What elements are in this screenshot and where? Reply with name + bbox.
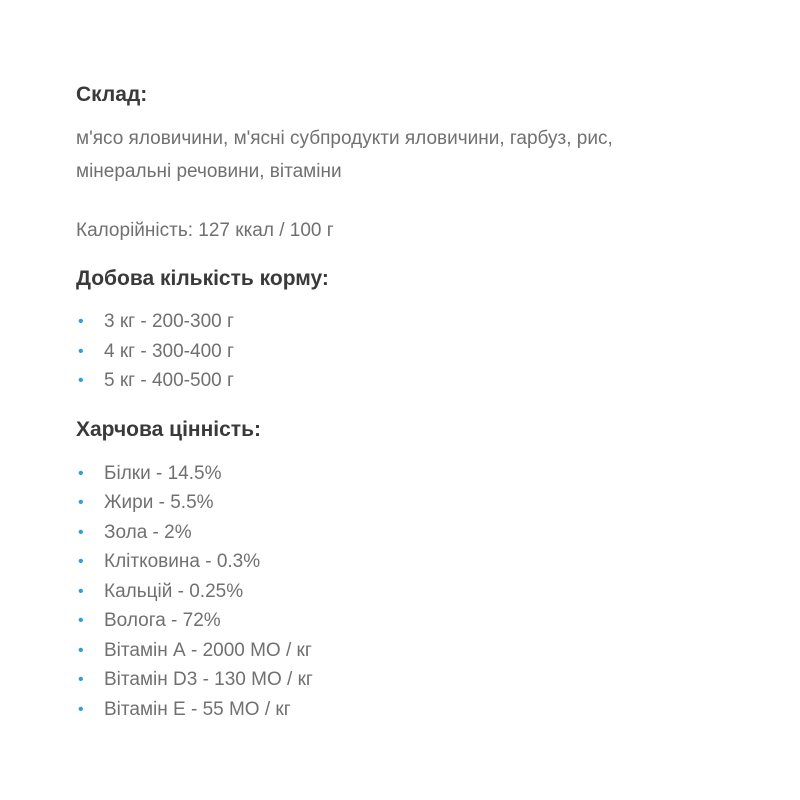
- bullet-icon: •: [78, 313, 84, 330]
- bullet-icon: •: [78, 582, 84, 600]
- bullet-icon: •: [78, 342, 84, 360]
- composition-text: [76, 122, 756, 188]
- composition-heading: Склад:: [76, 83, 148, 106]
- list-item: • Жири - 5.5%: [76, 488, 756, 518]
- nutrition-heading: Харчова цінність:: [76, 417, 261, 441]
- bullet-icon: •: [78, 671, 84, 688]
- list-item: • Вітамін D3 - 130 МО / кг: [76, 665, 756, 695]
- product-description: [76, 80, 756, 724]
- bullet-icon: •: [78, 641, 84, 659]
- list-item: • 5 кг - 400-500 г: [76, 366, 756, 396]
- list-item: • Вітамін А - 2000 МО / кг: [76, 636, 756, 666]
- list-item: • Кальцій - 0.25%: [76, 577, 756, 607]
- nutrition-list: [76, 459, 756, 725]
- bullet-icon: •: [78, 372, 84, 389]
- bullet-icon: •: [78, 494, 84, 511]
- bullet-icon: •: [78, 464, 84, 482]
- daily-amount-heading: Добова кількість корму:: [76, 267, 329, 290]
- composition-text-line-1: м'ясо яловичини, м'ясні субпродукти яловичини, гарбуз, рис,: [76, 128, 613, 149]
- daily-amount-list: [76, 307, 756, 396]
- list-item: • Білки - 14.5%: [76, 459, 756, 489]
- bullet-icon: •: [78, 612, 84, 629]
- composition-text-line-2: мінеральні речовини, вітаміни: [76, 161, 342, 182]
- list-item: • Зола - 2%: [76, 518, 756, 548]
- list-item: • Клітковина - 0.3%: [76, 547, 756, 577]
- calories-text: Калорійність: 127 ккал / 100 г: [76, 220, 334, 241]
- bullet-icon: •: [78, 523, 84, 541]
- list-item: • 3 кг - 200-300 г: [76, 307, 756, 337]
- bullet-icon: •: [78, 553, 84, 570]
- list-item: • Вітамін Е - 55 МО / кг: [76, 695, 756, 725]
- list-item: • Волога - 72%: [76, 606, 756, 636]
- bullet-icon: •: [78, 700, 84, 718]
- list-item: • 4 кг - 300-400 г: [76, 337, 756, 367]
